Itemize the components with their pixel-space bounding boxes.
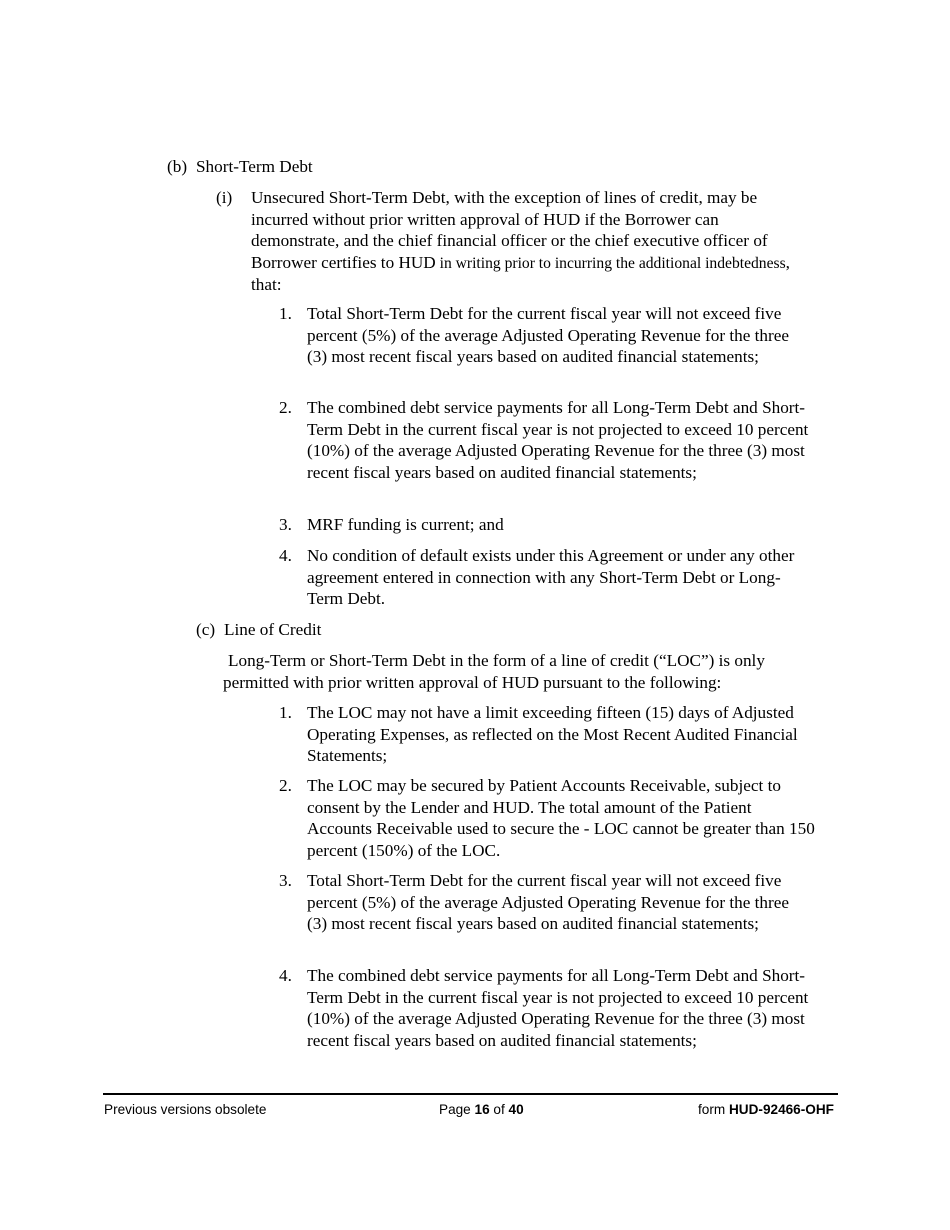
section-b-heading: Short-Term Debt: [196, 157, 313, 176]
sub-i-label: (i): [216, 188, 233, 207]
section-b-label: (b): [167, 157, 188, 176]
sub-i-text-main: Unsecured Short-Term Debt, with the exception of lines of credit, may be incurred without prior written approval of HUD if the Borrower can demonstrate, and the chief financial officer or the chief executive officer of Borrower certifies to HUD: [251, 188, 768, 272]
page-prefix: Page: [439, 1102, 475, 1117]
section-c-intro: Long-Term or Short-Term Debt in the form of a line of credit (“LOC”) is only permitted with prior written approval of HUD pursuant to the following:: [223, 651, 765, 692]
form-prefix: form: [698, 1102, 729, 1117]
b-item-2-text: The combined debt service payments for all Long-Term Debt and Short-Term Debt in the current fiscal year is not projected to exceed 10 percent (10%) of the average Adjusted Operating Revenue for the three (3) most recent fiscal years based on audited financial statements;: [307, 398, 809, 482]
sub-i-text-tail: , that:: [251, 252, 790, 294]
b-item-3-text: MRF funding is current; and: [307, 515, 504, 534]
c-item-1-text: The LOC may not have a limit exceeding fifteen (15) days of Adjusted Operating Expenses, as reflected on the Most Recent Audited Financial Statements;: [307, 703, 798, 765]
b-item-1-text: Total Short-Term Debt for the current fiscal year will not exceed five percent (5%) of the average Adjusted Operating Revenue for the three (3) most recent fiscal years based on audited financial statements;: [307, 304, 789, 366]
footer-divider: [103, 1093, 838, 1095]
footer-page-number: [439, 1101, 524, 1118]
c-item-4-text: The combined debt service payments for all Long-Term Debt and Short-Term Debt in the current fiscal year is not projected to exceed 10 percent (10%) of the average Adjusted Operating Revenue for the three (3) most recent fiscal years based on audited financial statements;: [307, 966, 809, 1050]
form-id: HUD-92466-OHF: [728, 1102, 834, 1117]
c-item-2-number: 2.: [279, 776, 292, 795]
footer-form-number: [698, 1101, 834, 1118]
c-item-2-text: The LOC may be secured by Patient Accounts Receivable, subject to consent by the Lender and HUD. The total amount of the Patient Accounts Receivable used to secure the - LOC cannot be greater than 150 percent (150%) of the LOC.: [307, 776, 815, 860]
c-item-1-number: 1.: [279, 703, 292, 722]
page-total: 40: [508, 1102, 524, 1117]
b-item-3-number: 3.: [279, 515, 292, 534]
section-c-label: (c): [196, 620, 216, 639]
sub-i-text-small: in writing prior to incurring the additional indebtedness: [435, 254, 786, 272]
section-c-heading: Line of Credit: [224, 620, 322, 639]
page-of: of: [489, 1102, 509, 1117]
c-item-3-number: 3.: [279, 871, 292, 890]
sub-i-paragraph: [251, 187, 811, 296]
b-item-2-number: 2.: [279, 398, 292, 417]
b-item-1-number: 1.: [279, 304, 292, 323]
b-item-4-number: 4.: [279, 546, 292, 565]
c-item-3-text: Total Short-Term Debt for the current fiscal year will not exceed five percent (5%) of the average Adjusted Operating Revenue for the three (3) most recent fiscal years based on audited financial statements;: [307, 871, 789, 933]
page-current: 16: [474, 1102, 490, 1117]
footer-obsolete-note: Previous versions obsolete: [104, 1102, 267, 1117]
c-item-4-number: 4.: [279, 966, 292, 985]
b-item-4-text: No condition of default exists under this Agreement or under any other agreement entered in connection with any Short-Term Debt or Long-Term Debt.: [307, 546, 795, 608]
